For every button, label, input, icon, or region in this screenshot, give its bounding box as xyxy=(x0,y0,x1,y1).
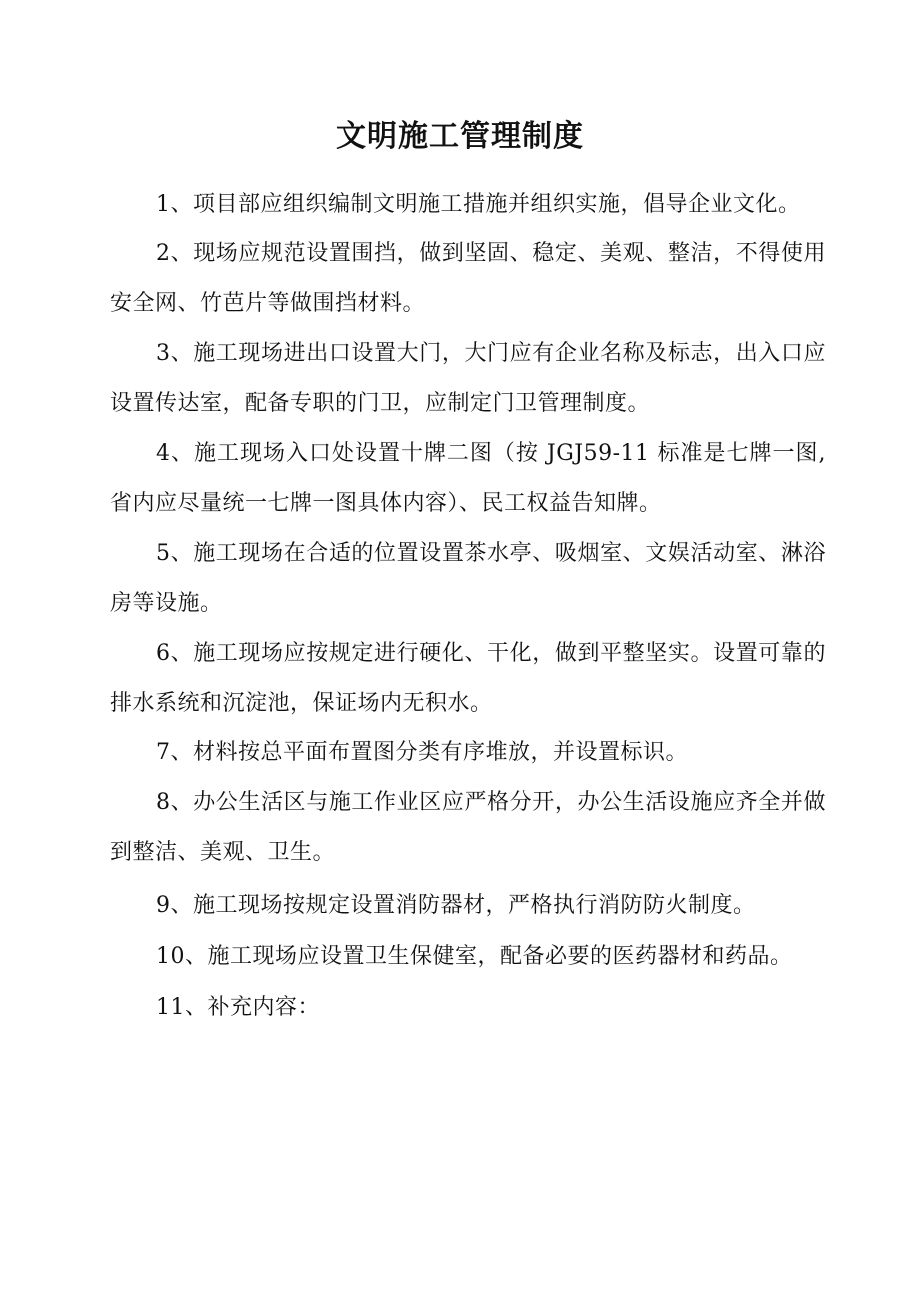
rule-item-4: 4、施工现场入口处设置十牌二图（按 JGJ59-11 标准是七牌一图,省内应尽量统一七牌一图具体内容）、民工权益告知牌。 xyxy=(110,441,826,516)
rule-item-8: 8、办公生活区与施工作业区应严格分开，办公生活设施应齐全并做到整洁、美观、卫生。 xyxy=(110,790,826,865)
page-title: 文明施工管理制度 xyxy=(336,119,584,154)
rule-item-3: 3、施工现场进出口设置大门，大门应有企业名称及标志，出入口应设置传达室，配备专职的门卫，应制定门卫管理制度。 xyxy=(110,341,826,416)
rule-item-2: 2、现场应规范设置围挡，做到坚固、稳定、美观、整洁，不得使用安全网、竹芭片等做围挡材料。 xyxy=(110,241,826,316)
rule-item-10: 10、施工现场应设置卫生保健室，配备必要的医药器材和药品。 xyxy=(156,944,793,969)
rule-item-1: 1、项目部应组织编制文明施工措施并组织实施，倡导企业文化。 xyxy=(156,192,801,217)
rule-item-5: 5、施工现场在合适的位置设置茶水亭、吸烟室、文娱活动室、淋浴房等设施。 xyxy=(110,541,826,616)
rule-item-11: 11、补充内容： xyxy=(156,995,320,1020)
rule-item-9: 9、施工现场按规定设置消防器材，严格执行消防防火制度。 xyxy=(156,893,756,918)
rule-item-7: 7、材料按总平面布置图分类有序堆放，并设置标识。 xyxy=(156,740,688,765)
rule-item-6: 6、施工现场应按规定进行硬化、干化，做到平整坚实。设置可靠的排水系统和沉淀池，保证场内无积水。 xyxy=(110,641,826,716)
